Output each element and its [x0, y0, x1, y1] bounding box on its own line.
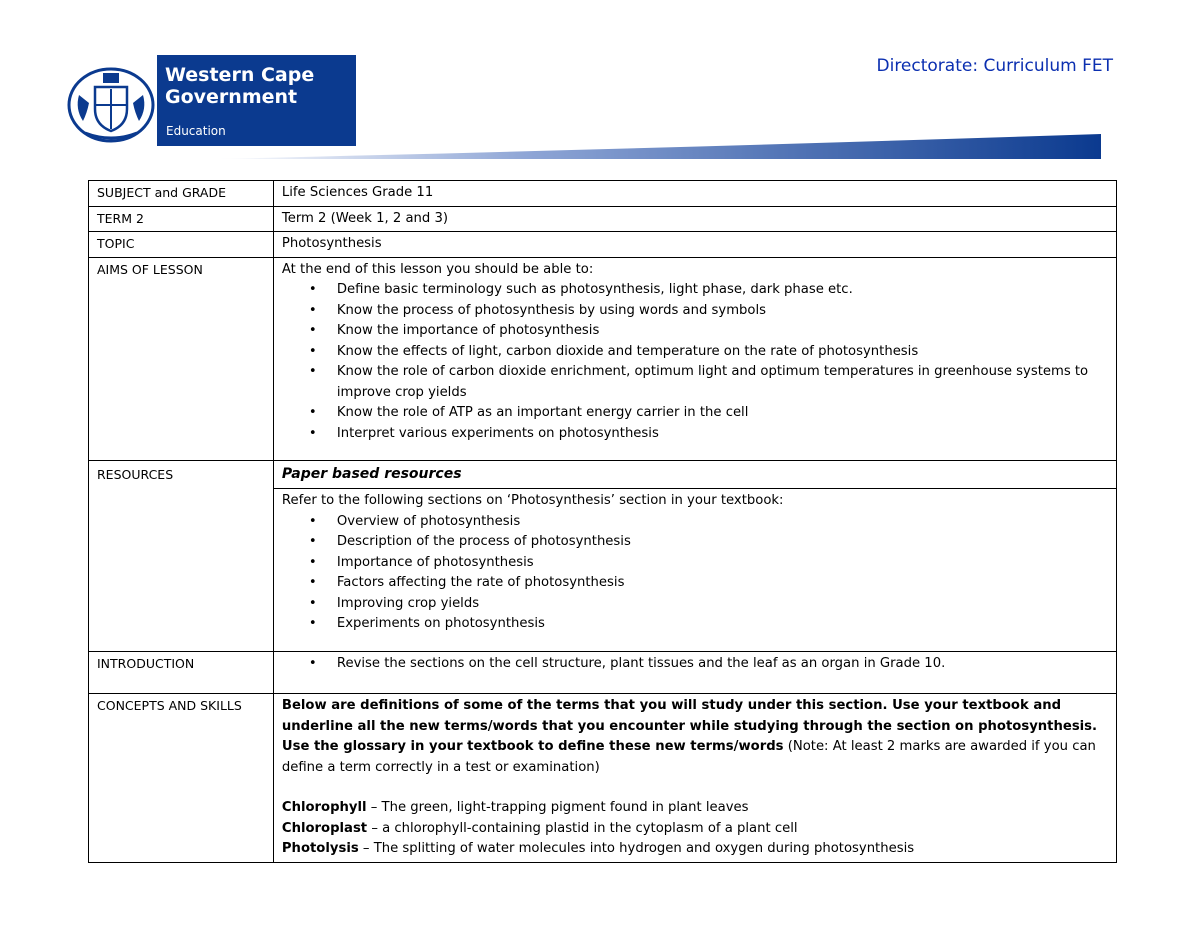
list-item: • Know the effects of light, carbon dioxide and temperature on the rate of photosynthesis [282, 342, 1108, 363]
concepts-instructions-note: (Note: At least 2 marks are awarded if you can define a term correctly in a test or examination) [281, 739, 1096, 775]
concepts-content [273, 694, 1116, 863]
list-item: • Importance of photosynthesis [282, 553, 1108, 574]
resources-heading-cell [273, 460, 1116, 489]
table-row-term [89, 206, 1117, 232]
introduction-content [273, 652, 1116, 694]
aims-label: AIMS OF LESSON [89, 257, 274, 460]
spacer [282, 778, 1108, 798]
list-item: • Description of the process of photosynthesis [282, 532, 1108, 553]
list-item: • Experiments on photosynthesis [282, 614, 1108, 635]
term-definition [282, 819, 1108, 840]
western-cape-logo [65, 55, 356, 146]
term-text: – a chlorophyll-containing plastid in the cytoplasm of a plant cell [367, 820, 798, 836]
list-item: • Factors affecting the rate of photosynthesis [282, 573, 1108, 594]
term-name: Chlorophyll [281, 800, 367, 815]
term-definition [282, 798, 1108, 819]
concepts-instructions [282, 696, 1108, 778]
introduction-list [282, 654, 1108, 675]
term-text: – The green, light-trapping pigment found in plant leaves [366, 800, 749, 815]
list-item: • Know the role of ATP as an important energy carrier in the cell [282, 403, 1108, 424]
logo-text-government: Government [165, 86, 298, 108]
table-row-resources [89, 460, 1117, 489]
concepts-instructions-bold: Below are definitions of some of the terms that you will study under this section. Use your textbook and underline all the new terms/words that you encounter while studying through the section on photosynthesis. Use the glossary in your textbook to define these new terms/words [281, 698, 1098, 754]
lesson-plan-table [88, 180, 1117, 863]
term-value: Term 2 (Week 1, 2 and 3) [273, 206, 1116, 232]
list-item: • Interpret various experiments on photosynthesis [282, 424, 1108, 445]
directorate-title: Directorate: Curriculum FET [876, 56, 1113, 76]
list-item: • Revise the sections on the cell structure, plant tissues and the leaf as an organ in Grade 10. [282, 654, 1108, 675]
term-name: Photolysis [281, 841, 359, 856]
resources-intro: Refer to the following sections on ‘Photosynthesis’ section in your textbook: [281, 493, 784, 508]
list-item: • Know the role of carbon dioxide enrichment, optimum light and optimum temperatures in greenhouse systems to improve crop yields [282, 362, 1108, 403]
aims-list [282, 280, 1108, 444]
resources-label: RESOURCES [89, 460, 274, 652]
coat-of-arms-icon [65, 59, 157, 145]
list-item: • Know the importance of photosynthesis [282, 321, 1108, 342]
resources-heading: Paper based resources [281, 465, 462, 482]
resources-list [282, 512, 1108, 635]
concepts-label: CONCEPTS AND SKILLS [89, 694, 274, 863]
logo-text-western-cape: Western Cape [165, 64, 315, 86]
topic-value: Photosynthesis [273, 232, 1116, 258]
table-row-concepts [89, 694, 1117, 863]
table-row-topic [89, 232, 1117, 258]
list-item: • Improving crop yields [282, 594, 1108, 615]
table-row-introduction [89, 652, 1117, 694]
table-row-aims [89, 257, 1117, 460]
logo-text-education: Education [166, 124, 226, 138]
term-text: – The splitting of water molecules into hydrogen and oxygen during photosynthesis [358, 841, 915, 856]
header-swoosh [215, 134, 1101, 160]
term-definition [282, 839, 1108, 860]
list-item: • Overview of photosynthesis [282, 512, 1108, 533]
topic-label: TOPIC [89, 232, 274, 258]
list-item: • Know the process of photosynthesis by using words and symbols [282, 301, 1108, 322]
term-label: TERM 2 [89, 206, 274, 232]
resources-content [273, 489, 1116, 652]
table-row-subject [89, 181, 1117, 207]
aims-intro: At the end of this lesson you should be able to: [281, 261, 594, 277]
subject-value: Life Sciences Grade 11 [273, 181, 1116, 207]
term-name: Chloroplast [281, 820, 368, 836]
aims-content [273, 257, 1116, 460]
subject-label: SUBJECT and GRADE [89, 181, 274, 207]
list-item: • Define basic terminology such as photosynthesis, light phase, dark phase etc. [282, 280, 1108, 301]
introduction-label: INTRODUCTION [89, 652, 274, 694]
